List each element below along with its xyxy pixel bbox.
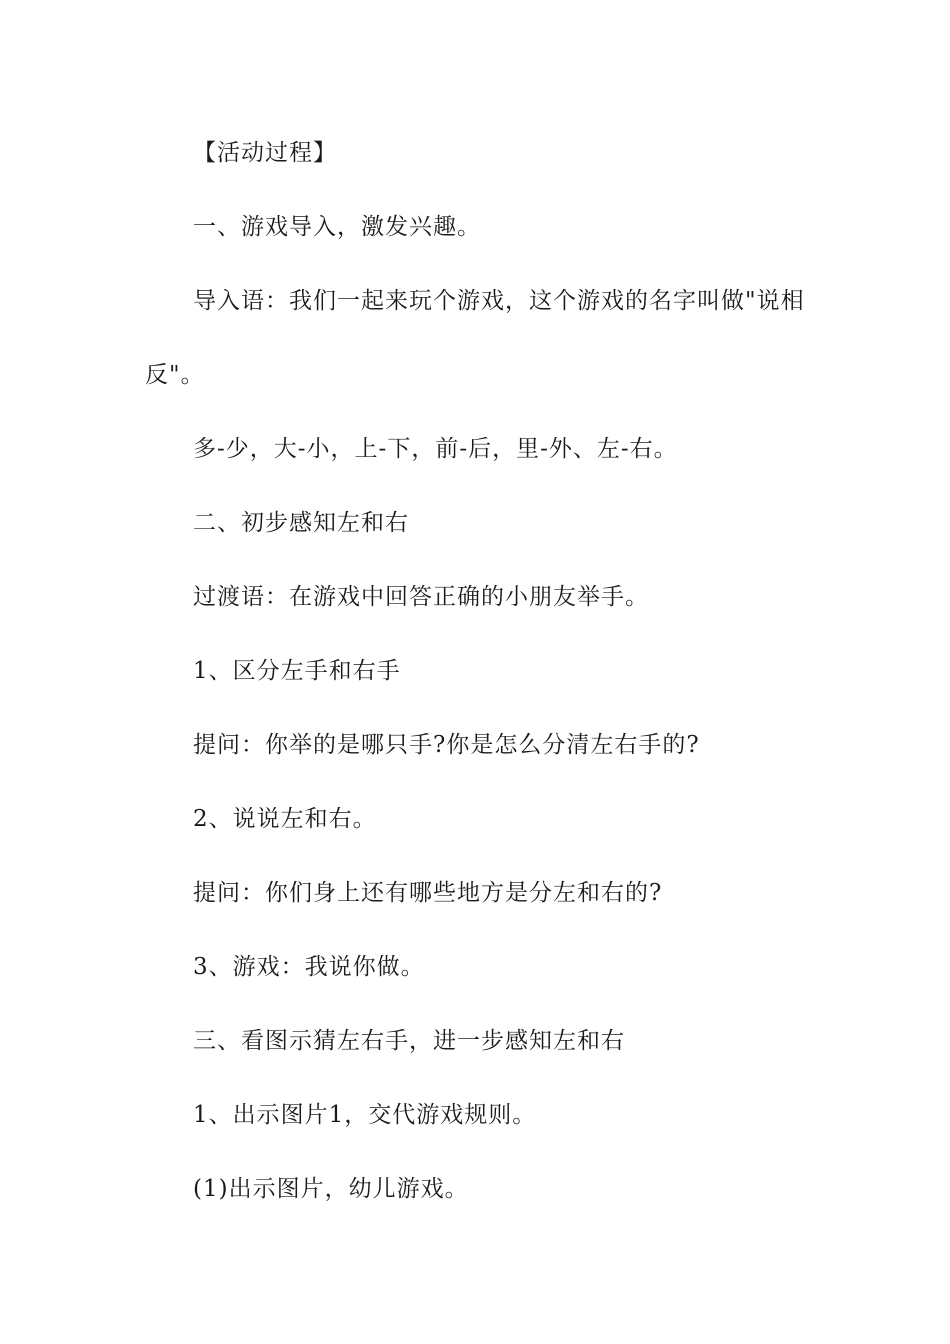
paragraph-part-two-heading: 二、初步感知左和右: [193, 510, 409, 536]
paragraph-question-one: 提问：你举的是哪只手?你是怎么分清左右手的?: [193, 732, 700, 758]
paragraph-opposites-list: 多-少，大-小，上-下，前-后，里-外、左-右。: [193, 436, 678, 462]
section-heading-activity-process: 【活动过程】: [193, 140, 337, 166]
paragraph-step-one: 1、区分左手和右手: [193, 658, 401, 684]
paragraph-intro-words: 导入语：我们一起来玩个游戏，这个游戏的名字叫做"说相反"。: [145, 288, 805, 388]
paragraph-question-two: 提问：你们身上还有哪些地方是分左和右的?: [193, 880, 663, 906]
paragraph-part-three-heading: 三、看图示猜左右手，进一步感知左和右: [193, 1028, 625, 1054]
paragraph-step-three: 3、游戏：我说你做。: [193, 954, 425, 980]
paragraph-sub-step-one: (1)出示图片，幼儿游戏。: [193, 1176, 469, 1202]
paragraph-transition-words: 过渡语：在游戏中回答正确的小朋友举手。: [193, 584, 649, 610]
paragraph-step-two: 2、说说左和右。: [193, 806, 377, 832]
paragraph-part-one-heading: 一、游戏导入，激发兴趣。: [193, 214, 481, 240]
paragraph-show-picture-one: 1、出示图片1，交代游戏规则。: [193, 1102, 537, 1128]
